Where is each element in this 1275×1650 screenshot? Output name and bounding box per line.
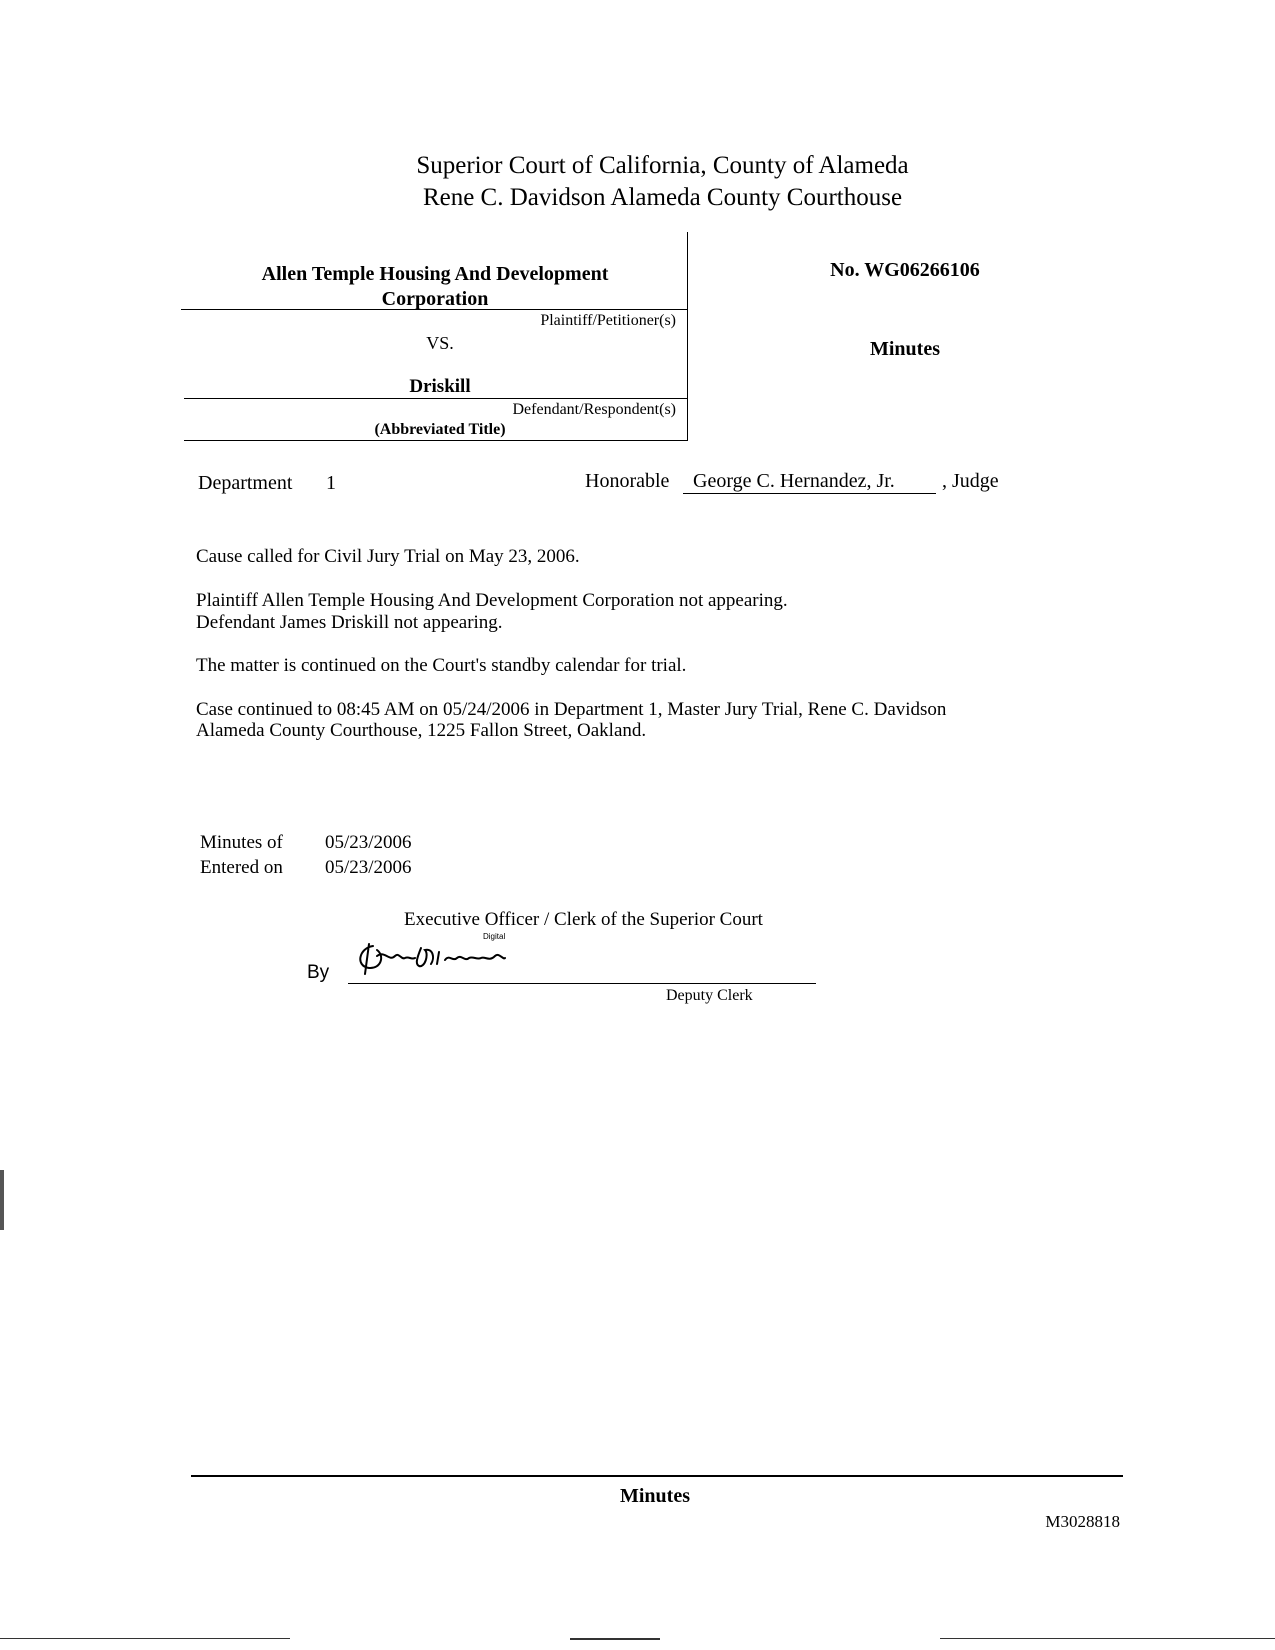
defendant-role: Defendant/Respondent(s)	[512, 401, 676, 418]
department-number: 1	[326, 472, 336, 494]
plaintiff-rule	[181, 309, 687, 310]
deputy-clerk-label: Deputy Clerk	[666, 987, 753, 1004]
paragraph-cause-called: Cause called for Civil Jury Trial on May 23, 2006.	[196, 546, 580, 567]
signature-image	[355, 938, 535, 978]
versus-text: VS.	[426, 333, 454, 353]
footer-rule	[191, 1475, 1123, 1477]
defendant-rule	[184, 398, 688, 399]
judge-name: George C. Hernandez, Jr.	[683, 470, 936, 494]
paragraph-defendant-appearance: Defendant James Driskill not appearing.	[196, 612, 503, 633]
defendant-name: Driskill	[409, 376, 471, 397]
paragraph-continuance-line2: Alameda County Courthouse, 1225 Fallon Street, Oakland.	[196, 720, 647, 741]
plaintiff-name: Allen Temple Housing And Development Corporation	[261, 263, 609, 310]
court-header	[0, 150, 1275, 214]
entered-on-date: 05/23/2006	[325, 857, 412, 878]
by-label: By	[307, 962, 330, 983]
scan-edge-line-center	[570, 1638, 660, 1640]
department-label: Department	[198, 472, 293, 494]
digital-label: Digital	[483, 932, 506, 941]
minutes-of-label: Minutes of	[200, 832, 283, 853]
paragraph-continuance-line1: Case continued to 08:45 AM on 05/24/2006 in Department 1, Master Jury Trial, Rene C. Davidson	[196, 699, 947, 720]
footer-label: Minutes	[620, 1485, 690, 1507]
caption-bottom-rule	[184, 440, 688, 441]
honorable-label: Honorable	[585, 470, 670, 492]
paragraph-plaintiff-appearance: Plaintiff Allen Temple Housing And Development Corporation not appearing.	[196, 590, 788, 611]
plaintiff-role: Plaintiff/Petitioner(s)	[540, 312, 676, 329]
paragraph-continued-standby: The matter is continued on the Court's standby calendar for trial.	[196, 655, 687, 676]
scan-edge-mark	[0, 1170, 4, 1230]
case-number: No. WG06266106	[830, 259, 980, 281]
scan-edge-line-left	[0, 1638, 290, 1639]
footer-code: M3028818	[1045, 1512, 1120, 1531]
officer-title: Executive Officer / Clerk of the Superior Court	[404, 909, 763, 930]
abbreviated-title: (Abbreviated Title)	[374, 421, 506, 438]
document-type: Minutes	[870, 338, 940, 360]
scan-edge-line-right	[940, 1638, 1275, 1639]
signature-rule	[348, 983, 816, 984]
caption-divider	[687, 232, 688, 441]
entered-on-label: Entered on	[200, 857, 283, 878]
courthouse-name: Rene C. Davidson Alameda County Courthouse	[422, 184, 903, 211]
minutes-of-date: 05/23/2006	[325, 832, 412, 853]
judge-suffix: , Judge	[942, 470, 999, 492]
court-name: Superior Court of California, County of Alameda	[416, 152, 909, 179]
